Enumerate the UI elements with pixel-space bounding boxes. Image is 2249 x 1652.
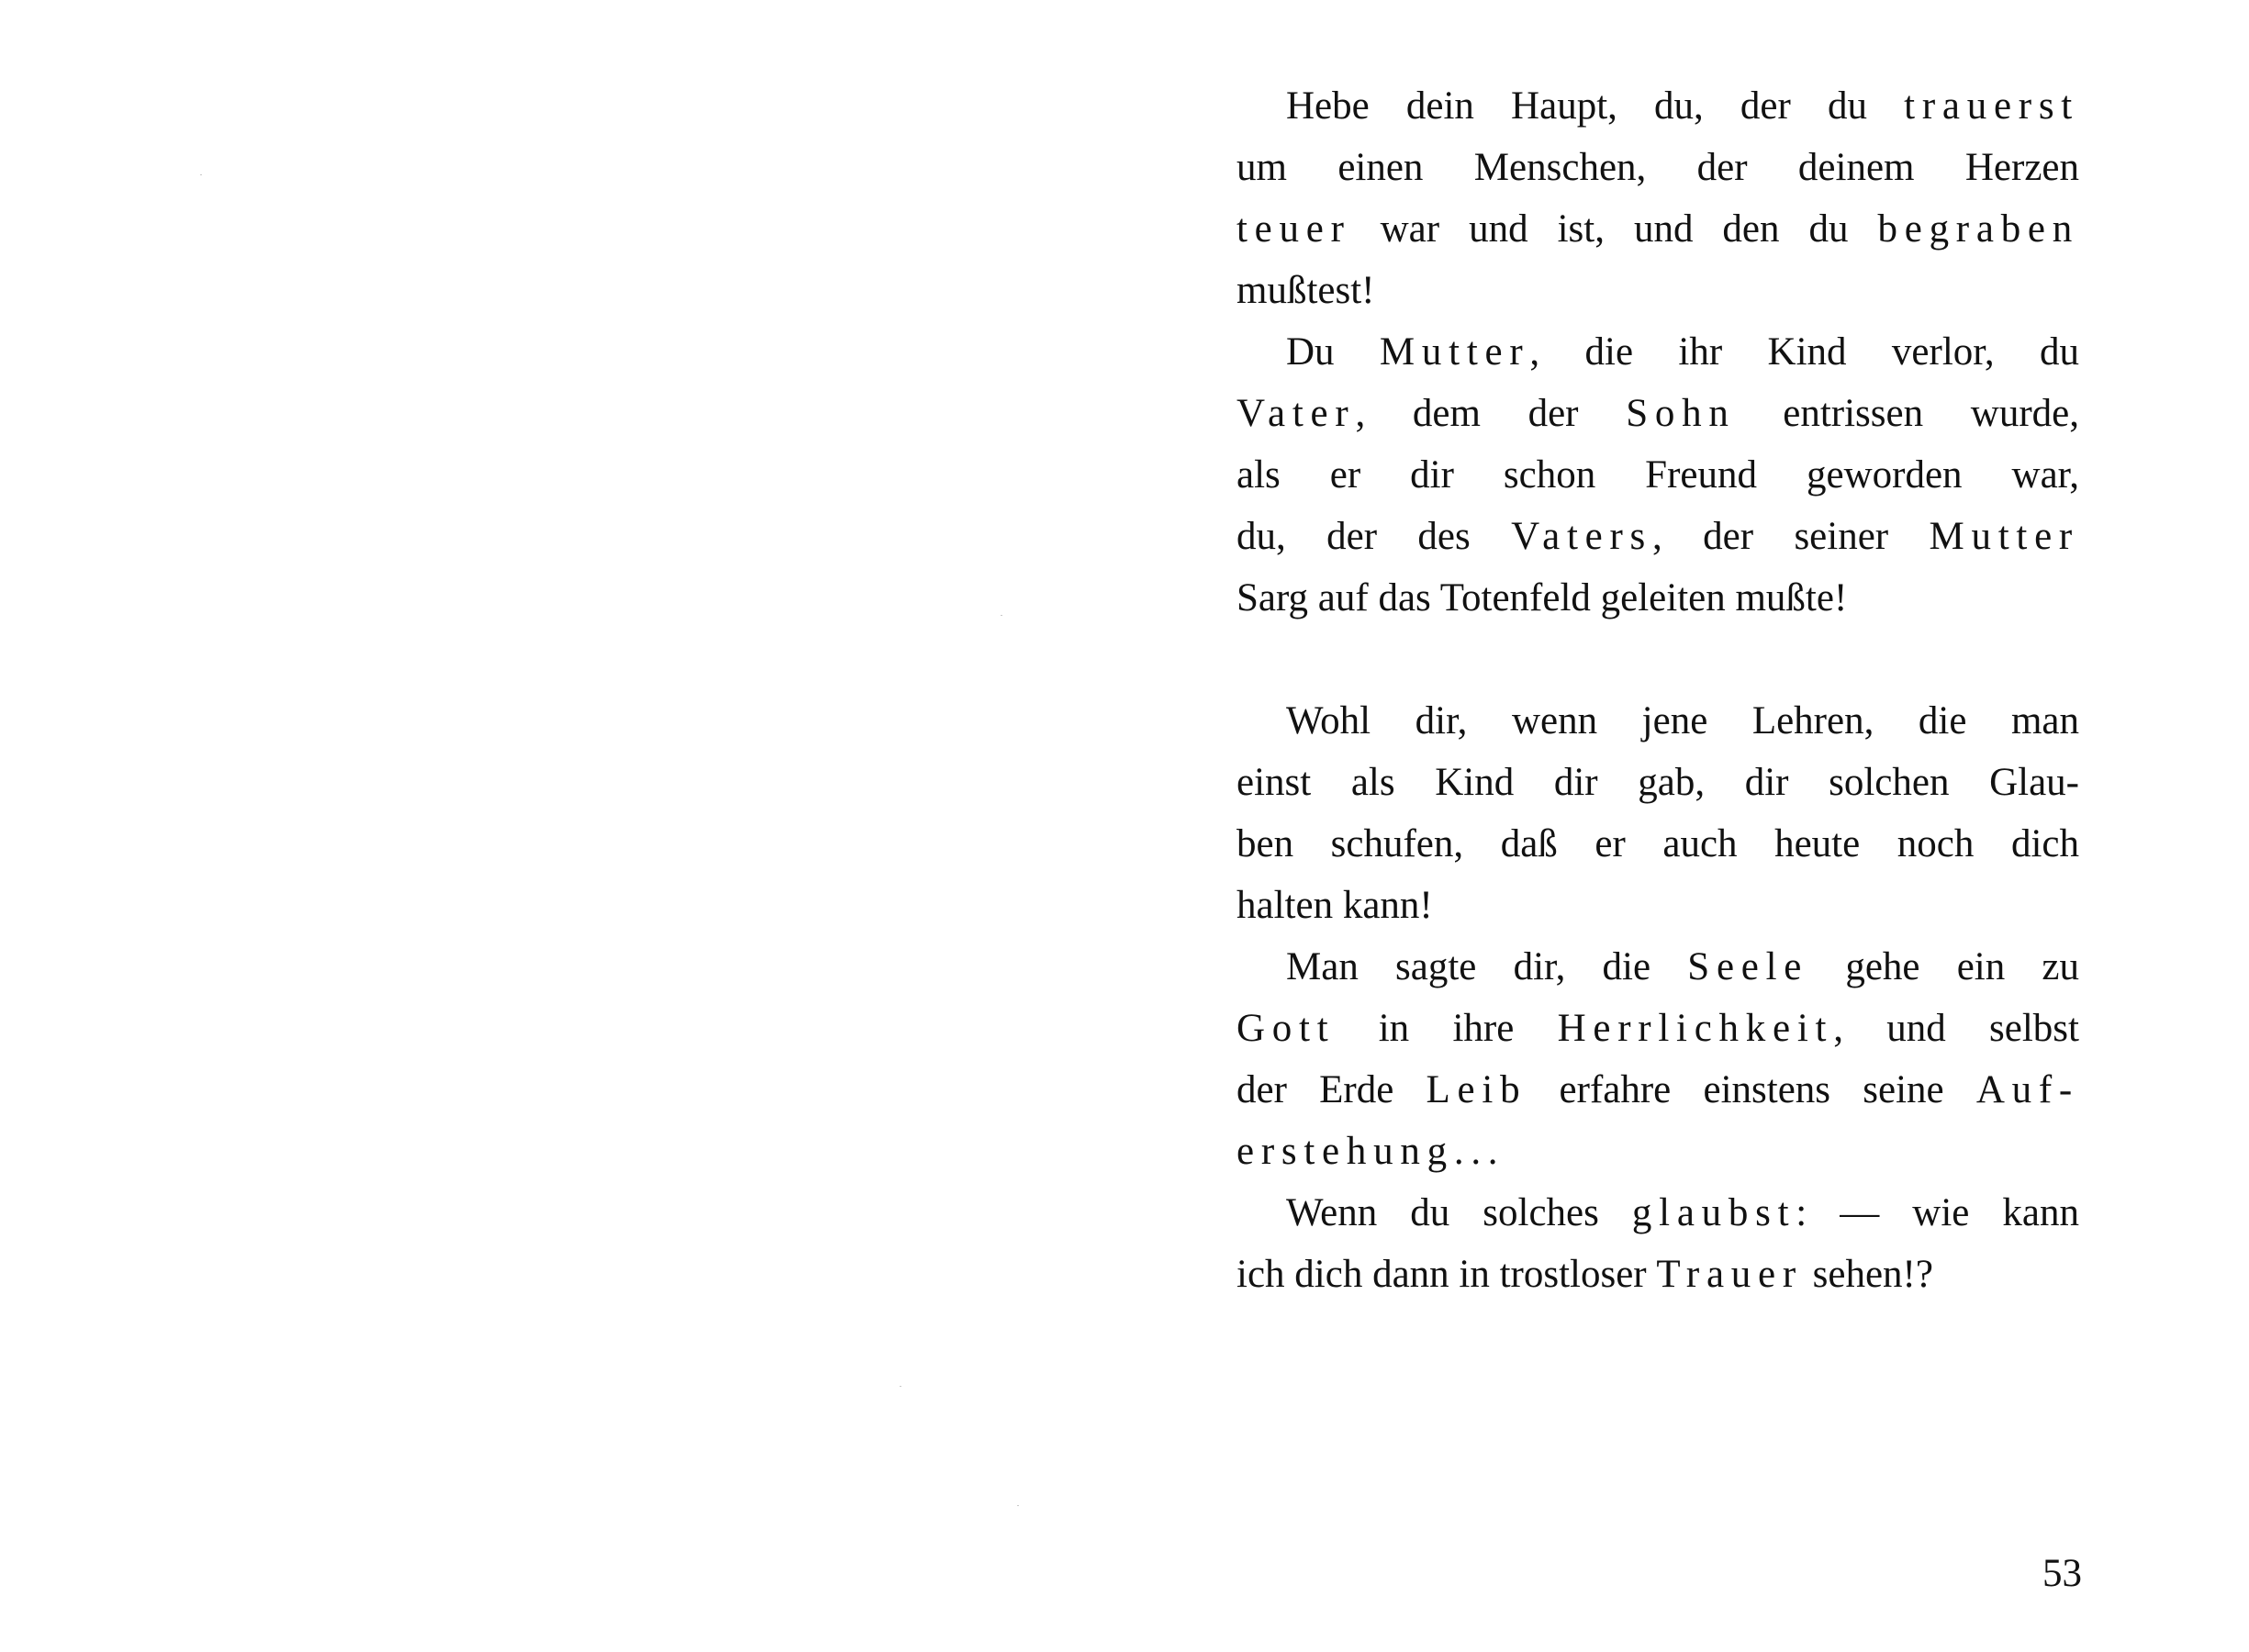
spaced-emphasis-run: Trauer (1656, 1253, 1803, 1296)
text-run: Wohl dir, wenn jene Lehren, die man (1286, 699, 2079, 742)
spaced-emphasis-run: begraben (1877, 207, 2079, 251)
paragraph (1236, 936, 2079, 1182)
text-line (1236, 1244, 2079, 1305)
text-run: du, der des (1236, 515, 1512, 558)
spaced-emphasis-run: erstehung... (1236, 1130, 1505, 1173)
text-run: Wenn du solches (1286, 1191, 1632, 1234)
right-page (1124, 0, 2249, 1652)
text-run: gehe ein zu (1808, 945, 2080, 988)
text-run: um einen Menschen, der deinem Herzen (1236, 146, 2079, 189)
text-run: entrissen wurde, (1735, 392, 2079, 435)
text-run: ben schufen, daß er auch heute noch dich (1236, 822, 2079, 865)
text-line (1236, 813, 2079, 875)
text-line (1236, 75, 2079, 137)
spaced-emphasis-run: Gott (1236, 1007, 1336, 1050)
text-line (1236, 1182, 2079, 1244)
text-run: : — wie kann (1796, 1191, 2079, 1234)
text-run: , dem der (1355, 392, 1627, 435)
spaced-emphasis-run: Herrlichkeit (1557, 1007, 1834, 1050)
text-line (1236, 321, 2079, 383)
text-line (1236, 1121, 2079, 1182)
text-run: halten kann! (1236, 884, 1433, 927)
text-run: Du (1286, 330, 1380, 374)
text-run: als er dir schon Freund geworden war, (1236, 453, 2079, 497)
spaced-emphasis-run: glaubst (1631, 1191, 1796, 1234)
text-line (1236, 260, 2079, 321)
text-run: mußtest! (1236, 269, 1375, 312)
paragraph-gap (1236, 629, 2079, 690)
left-page-blank (0, 0, 1124, 1652)
spaced-emphasis-run: Vaters (1511, 515, 1653, 558)
spaced-emphasis-run: Sohn (1626, 392, 1736, 435)
paper-speck (1001, 615, 1002, 616)
paragraph (1236, 690, 2079, 936)
paper-speck (900, 1386, 901, 1387)
text-run: , der seiner (1652, 515, 1930, 558)
text-line (1236, 198, 2079, 260)
spaced-emphasis-run: Mutter (1929, 515, 2079, 558)
paragraph (1236, 75, 2079, 321)
text-run: sehen!? (1802, 1253, 1933, 1296)
text-line (1236, 444, 2079, 506)
paragraph (1236, 1182, 2079, 1305)
text-run: , und selbst (1833, 1007, 2079, 1050)
text-run: Hebe dein Haupt, du, der du (1286, 84, 1905, 128)
paper-speck (200, 174, 202, 175)
text-line (1236, 752, 2079, 813)
spaced-emphasis-run: trauerst (1904, 84, 2079, 128)
text-run: einst als Kind dir gab, dir solchen Glau- (1236, 761, 2079, 804)
text-line (1236, 506, 2079, 567)
text-run: erfahre einstens seine (1527, 1068, 1976, 1111)
text-run: ich dich dann in trostloser (1236, 1253, 1657, 1296)
body-text (1236, 75, 2079, 1305)
text-line (1236, 567, 2079, 629)
text-run: Man sagte dir, die (1286, 945, 1688, 988)
spaced-emphasis-run: Vater (1236, 392, 1356, 435)
text-run: , die ihr Kind verlor, du (1529, 330, 2079, 374)
text-line (1236, 383, 2079, 444)
spaced-emphasis-run: Mutter (1379, 330, 1530, 374)
text-run: war und ist, und den du (1350, 207, 1878, 251)
text-line (1236, 875, 2079, 936)
text-run: der Erde (1236, 1068, 1427, 1111)
text-line (1236, 998, 2079, 1059)
text-line (1236, 936, 2079, 998)
text-run: Sarg auf das Totenfeld geleiten mußte! (1236, 576, 1848, 620)
paper-speck (1017, 1505, 1019, 1506)
spaced-emphasis-run: Auf- (1975, 1068, 2079, 1111)
spaced-emphasis-run: Seele (1687, 945, 1809, 988)
spaced-emphasis-run: Leib (1426, 1068, 1527, 1111)
spaced-emphasis-run: teuer (1236, 207, 1351, 251)
text-line (1236, 137, 2079, 198)
text-line (1236, 1059, 2079, 1121)
page-number: 53 (2042, 1552, 2082, 1595)
text-run: in ihre (1335, 1007, 1558, 1050)
paragraph (1236, 321, 2079, 629)
text-line (1236, 690, 2079, 752)
